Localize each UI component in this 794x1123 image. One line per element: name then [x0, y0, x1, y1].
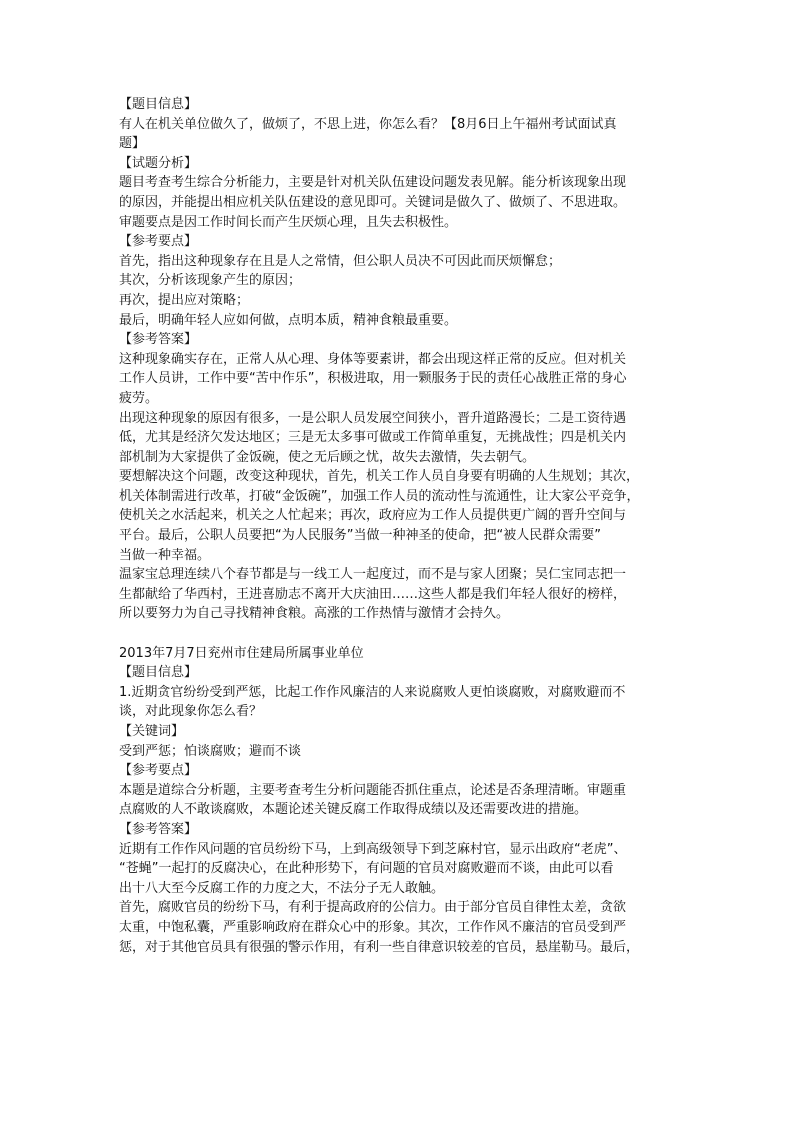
text-line: 惩，对于其他官员具有很强的警示作用，有利一些自律意识较差的官员，悬崖勒马。最后，: [119, 939, 640, 955]
text-line: 平台。最后，公职人员要把“为人民服务”当做一种神圣的使命，把“被人民群众需要”: [119, 528, 601, 544]
text-line: 太重，中饱私囊，严重影响政府在群众心中的形象。其次，工作作风不廉洁的官员受到严: [119, 919, 627, 935]
text-line: 首先，腐败官员的纷纷下马，有利于提高政府的公信力。由于部分官员自律性太差，贪欲: [119, 900, 627, 916]
text-line: 的原因，并能提出相应机关队伍建设的意见即可。关键词是做久了、做烦了、不思进取。: [119, 194, 627, 210]
text-line: 低，尤其是经济欠发达地区；三是无太多事可做或工作简单重复，无挑战性；四是机关内: [119, 430, 627, 446]
text-line: 部机制为大家提供了金饭碗，使之无后顾之忧，故失去激情，失去朝气。: [119, 449, 536, 465]
text-line: 有人在机关单位做久了，做烦了，不思上进，你怎么看？【8月6日上午福州考试面试真: [119, 116, 617, 132]
text-line: 温家宝总理连续八个春节都是与一线工人一起度过，而不是与家人团聚；吴仁宝同志把一: [119, 567, 627, 583]
text-line: 当做一种幸福。: [119, 547, 211, 563]
section-heading: 【参考要点】: [119, 763, 198, 779]
text-line: 疲劳。: [119, 390, 159, 406]
text-line: 使机关之水活起来，机关之人忙起来；再次，政府应为工作人员提供更广阔的晋升空间与: [119, 508, 627, 524]
text-line: 其次，分析该现象产生的原因；: [119, 273, 302, 289]
section-heading: 【参考要点】: [119, 234, 198, 250]
text-line: 受到严惩；怕谈腐败；避而不谈: [119, 743, 302, 759]
text-line: 近期有工作作风问题的官员纷纷下马，上到高级领导下到芝麻村官，显示出政府“老虎”、: [119, 841, 627, 857]
document-page: [119, 95, 689, 957]
text-line: 工作人员讲，工作中要“苦中作乐”，积极进取，用一颗服务于民的责任心战胜正常的身心: [119, 371, 627, 387]
text-line: 机关体制需进行改革，打破“金饭碗”，加强工作人员的流动性与流通性，让大家公平竞争，: [119, 488, 640, 504]
section-heading: 【题目信息】: [119, 665, 198, 681]
text-line: 审题要点是因工作时间长而产生厌烦心理，且失去积极性。: [119, 214, 458, 230]
text-line: 这种现象确实存在，正常人从心理、身体等要素讲，都会出现这样正常的反应。但对机关: [119, 351, 627, 367]
section-heading: 【试题分析】: [119, 155, 198, 171]
section-heading: 【参考答案】: [119, 332, 198, 348]
text-line: 再次，提出应对策略；: [119, 292, 250, 308]
text-line: 所以要努力为自己寻找精神食粮。高涨的工作热情与激情才会持久。: [119, 606, 510, 622]
text-line: 点腐败的人不敢谈腐败，本题论述关键反腐工作取得成绩以及还需要改进的措施。: [119, 802, 588, 818]
text-line: 要想解决这个问题，改变这种现状，首先，机关工作人员自身要有明确的人生规划；其次，: [119, 469, 640, 485]
section-heading: 【关键词】: [119, 724, 185, 739]
blank-line: [119, 624, 689, 644]
text-line: 本题是道综合分析题，主要考查考生分析问题能否抓住重点，论述是否条理清晰。审题重: [119, 782, 627, 798]
section-heading: 【参考答案】: [119, 821, 198, 837]
text-line: “苍蝇”一起打的反腐决心，在此种形势下，有问题的官员对腐败避而不谈，由此可以看: [119, 861, 614, 877]
text-line: 1.近期贪官纷纷受到严惩，比起工作作风廉洁的人来说腐败人更怕谈腐败，对腐败避而不: [119, 684, 626, 700]
text-line: 题】: [119, 136, 146, 152]
section-title: 2013年7月7日兖州市住建局所属事业单位: [119, 645, 364, 661]
text-line: 题目考查考生综合分析能力，主要是针对机关队伍建设问题发表见解。能分析该现象出现: [119, 175, 627, 191]
text-line: 生都献给了华西村，王进喜励志不离开大庆油田……这些人都是我们年轻人很好的榜样，: [119, 586, 627, 602]
text-line: 最后，明确年轻人应如何做，点明本质，精神食粮最重要。: [119, 312, 458, 328]
text-line: 首先，指出这种现象存在且是人之常情，但公职人员决不可因此而厌烦懈怠；: [119, 253, 562, 269]
text-line: 出十八大至今反腐工作的力度之大，不法分子无人敢触。: [119, 880, 445, 896]
text-line: 出现这种现象的原因有很多，一是公职人员发展空间狭小，晋升道路漫长；二是工资待遇: [119, 410, 627, 426]
text-line: 谈，对此现象你怎么看？: [119, 704, 263, 720]
section-heading: 【题目信息】: [119, 97, 198, 112]
